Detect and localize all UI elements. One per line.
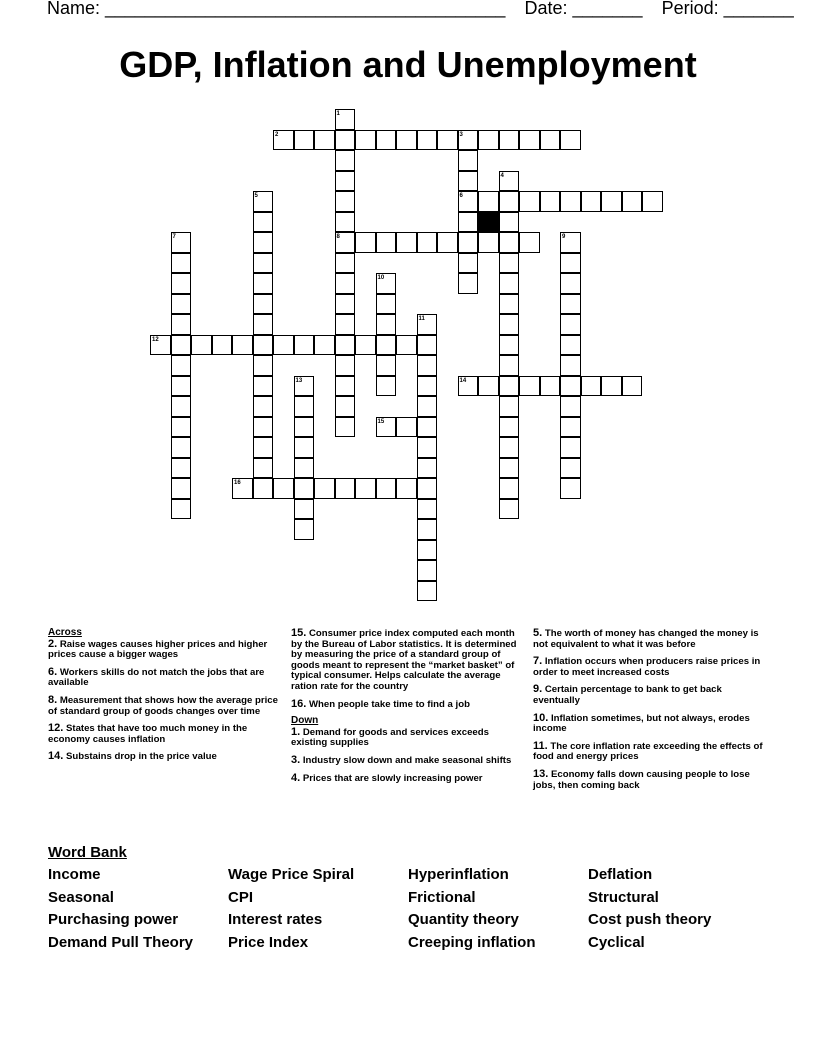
crossword-cell[interactable] (622, 191, 643, 212)
crossword-cell[interactable] (499, 376, 520, 397)
clue-down-10: 10. Inflation sometimes, but not always, erodes income (533, 711, 750, 735)
crossword-cell[interactable] (314, 130, 335, 151)
word-bank-item: Cost push theory (588, 911, 712, 928)
clue-number: 16 (234, 480, 241, 486)
crossword-cell[interactable] (417, 560, 438, 581)
crossword-cell[interactable] (253, 212, 274, 233)
crossword-cell[interactable] (335, 335, 356, 356)
clue-number: 3 (459, 131, 463, 138)
crossword-cell[interactable] (499, 314, 520, 335)
crossword-cell[interactable] (540, 130, 561, 151)
crossword-cell[interactable] (335, 171, 356, 192)
crossword-cell[interactable] (376, 130, 397, 151)
crossword-cell[interactable] (335, 355, 356, 376)
crossword-cell[interactable] (499, 191, 520, 212)
crossword-cell[interactable] (458, 232, 479, 253)
crossword-cell[interactable] (417, 396, 438, 417)
crossword-cell[interactable] (622, 376, 643, 397)
crossword-cell[interactable] (499, 335, 520, 356)
clue-across-16: 16. When people take time to find a job (291, 697, 470, 710)
crossword-cell[interactable] (601, 376, 622, 397)
crossword-cell[interactable] (560, 335, 581, 356)
clue-across-6: 6. Workers skills do not match the jobs that are available (48, 665, 265, 689)
crossword-cell[interactable] (417, 478, 438, 499)
crossword-cell[interactable] (519, 232, 540, 253)
crossword-cell[interactable] (171, 376, 192, 397)
crossword-cell[interactable] (417, 376, 438, 397)
word-bank-item: Seasonal (48, 888, 114, 906)
clue-down-7: 7. Inflation occurs when producers raise prices in order to meet increased costs (533, 655, 761, 678)
crossword-cell[interactable] (417, 335, 438, 356)
crossword-cell[interactable] (560, 314, 581, 335)
clue-down-3: 3. Industry slow down and make seasonal shifts (291, 753, 512, 766)
crossword-cell[interactable] (171, 355, 192, 376)
crossword-cell[interactable] (540, 376, 561, 397)
word-bank-item: CPI (228, 888, 254, 906)
clue-number: 10 (377, 275, 385, 281)
crossword-cell[interactable] (642, 191, 663, 212)
crossword-cell[interactable] (253, 335, 274, 356)
crossword-cell[interactable] (253, 437, 274, 458)
crossword-cell[interactable] (335, 253, 356, 274)
crossword-cell[interactable] (294, 458, 315, 479)
crossword-cell[interactable] (376, 232, 397, 253)
crossword-cell[interactable] (560, 458, 581, 479)
crossword-cell[interactable] (253, 314, 274, 335)
crossword-cell[interactable] (396, 335, 417, 356)
clue-across-15: 15. Consumer price index computed each month by the Bureau of Labor statistics. It is determined by measuring the price of a standard group of goods meant to represent the “market basket” of typical consumer. Helps calculate the average ration rate for the country (291, 627, 517, 692)
crossword-cell[interactable] (253, 376, 274, 397)
crossword-cell[interactable] (171, 396, 192, 417)
clue-down-4: 4. Prices that are slowly increasing power (291, 771, 483, 784)
crossword-cell[interactable] (560, 130, 581, 151)
crossword-cell[interactable] (253, 294, 274, 315)
word-bank-item: Wage Price Spiral (228, 866, 355, 883)
word-bank-item: Creeping inflation (408, 933, 536, 951)
crossword-cell[interactable] (294, 417, 315, 438)
crossword-cell[interactable] (478, 376, 499, 397)
crossword-cell[interactable] (171, 417, 192, 438)
crossword-cell[interactable] (417, 232, 438, 253)
crossword-cell[interactable] (560, 294, 581, 315)
crossword-cell[interactable] (171, 335, 192, 356)
clue-number: 14 (459, 377, 467, 384)
crossword-cell[interactable] (560, 437, 581, 458)
clue-number: 11 (418, 316, 425, 322)
crossword-cell[interactable] (355, 335, 376, 356)
word-bank-item: Hyperinflation (408, 866, 509, 883)
crossword-cell[interactable] (171, 499, 192, 520)
crossword-cell[interactable] (396, 417, 417, 438)
crossword-cell[interactable] (417, 130, 438, 151)
crossword-cell[interactable] (376, 355, 397, 376)
crossword-cell[interactable] (417, 499, 438, 520)
clues-column-1 (48, 628, 283, 769)
clue-number: 4 (500, 172, 504, 179)
crossword-cell[interactable] (417, 519, 438, 540)
clue-number: 7 (172, 234, 176, 240)
crossword-cell[interactable] (376, 376, 397, 397)
crossword-cell[interactable] (581, 376, 602, 397)
crossword-cell[interactable] (560, 253, 581, 274)
crossword-cell[interactable] (601, 191, 622, 212)
crossword-cell[interactable] (212, 335, 233, 356)
crossword-cell[interactable] (417, 417, 438, 438)
name-field[interactable]: Name: ________________________________________ (47, 0, 506, 18)
crossword-cell[interactable] (253, 396, 274, 417)
clue-down-1: 1. Demand for goods and services exceeds existing supplies (291, 725, 489, 749)
crossword-cell[interactable] (499, 212, 520, 233)
clue-down-13: 13. Economy falls down causing people to lose jobs, then coming back (533, 767, 750, 791)
clue-number: 12 (152, 336, 159, 343)
crossword-cell[interactable] (314, 335, 335, 356)
crossword-cell[interactable] (560, 191, 581, 212)
crossword-cell[interactable] (294, 499, 315, 520)
crossword-cell[interactable] (376, 335, 397, 356)
crossword-cell[interactable] (499, 294, 520, 315)
clue-down-9: 9. Certain percentage to bank to get back eventually (533, 683, 722, 706)
crossword-cell[interactable] (335, 314, 356, 335)
crossword-cell[interactable] (335, 294, 356, 315)
word-bank-item: Frictional (408, 888, 476, 906)
crossword-cell[interactable] (417, 540, 438, 561)
crossword-cell[interactable] (335, 212, 356, 233)
clue-down-5: 5. The worth of money has changed the money is not equivalent to what it was before (533, 627, 759, 650)
crossword-cell[interactable] (560, 376, 581, 397)
clues-column-2 (291, 628, 523, 790)
crossword-cell[interactable] (294, 478, 315, 499)
word-bank-item: Deflation (588, 866, 653, 883)
crossword-cell[interactable] (519, 376, 540, 397)
crossword-cell[interactable] (171, 314, 192, 335)
crossword-cell[interactable] (499, 355, 520, 376)
crossword-cell[interactable] (396, 232, 417, 253)
word-bank-item: Interest rates (228, 911, 323, 928)
clue-number: 5 (254, 193, 258, 199)
crossword-cell[interactable] (273, 478, 294, 499)
crossword-cell[interactable] (294, 335, 315, 356)
word-bank-item: Purchasing power (48, 911, 179, 928)
crossword-cell[interactable] (458, 171, 479, 192)
crossword-cell[interactable] (458, 273, 479, 294)
word-bank-heading: Word Bank (48, 844, 127, 861)
clue-number: 13 (295, 377, 303, 384)
crossword-cell[interactable] (355, 478, 376, 499)
crossword-cell[interactable] (335, 417, 356, 438)
student-info-header (47, 0, 808, 19)
crossword-cell[interactable] (478, 130, 499, 151)
crossword-cell[interactable] (560, 355, 581, 376)
crossword-cell[interactable] (253, 478, 274, 499)
crossword-cell[interactable] (335, 191, 356, 212)
crossword-cell[interactable] (171, 458, 192, 479)
crossword-cell[interactable] (232, 335, 253, 356)
clue-across-12: 12. States that have too much money in the economy causes inflation (48, 722, 248, 745)
crossword-cell[interactable] (458, 253, 479, 274)
crossword-cell[interactable] (294, 130, 315, 151)
crossword-cell[interactable] (314, 478, 335, 499)
crossword-cell[interactable] (560, 396, 581, 417)
crossword-cell[interactable] (560, 417, 581, 438)
crossword-cell[interactable] (396, 478, 417, 499)
crossword-cell[interactable] (519, 191, 540, 212)
crossword-cell[interactable] (335, 130, 356, 151)
crossword-cell[interactable] (376, 314, 397, 335)
crossword-cell[interactable] (335, 150, 356, 171)
crossword-cell[interactable] (499, 253, 520, 274)
crossword-cell[interactable] (355, 130, 376, 151)
crossword-cell[interactable] (581, 191, 602, 212)
word-bank-item: Cyclical (588, 933, 645, 951)
crossword-cell[interactable] (396, 130, 417, 151)
crossword-cell[interactable] (376, 294, 397, 315)
page-title: GDP, Inflation and Unemployment (119, 44, 697, 85)
clues-column-3 (533, 628, 763, 797)
clue-down-11: 11. The core inflation rate exceeding the effects of food and energy prices (533, 739, 763, 763)
crossword-cell[interactable] (540, 191, 561, 212)
crossword-cell[interactable] (478, 232, 499, 253)
date-field[interactable]: Date: _______ (524, 0, 643, 18)
crossword-cell[interactable] (499, 130, 520, 151)
crossword-cell[interactable] (417, 355, 438, 376)
crossword-cell[interactable] (253, 232, 274, 253)
crossword-cell[interactable] (294, 519, 315, 540)
crossword-cell[interactable] (294, 437, 315, 458)
crossword-cell[interactable] (253, 355, 274, 376)
clue-across-2: 2. Raise wages causes higher prices and higher prices cause a bigger wages (48, 637, 268, 661)
clue-across-14: 14. Substains drop in the price value (48, 750, 217, 763)
crossword-cell[interactable] (499, 417, 520, 438)
crossword-cell[interactable] (417, 458, 438, 479)
crossword-cell[interactable] (171, 478, 192, 499)
crossword-cell[interactable] (458, 150, 479, 171)
clue-number: 6 (459, 193, 463, 199)
crossword-cell[interactable] (478, 191, 499, 212)
crossword-cell[interactable] (560, 478, 581, 499)
crossword-cell[interactable] (171, 273, 192, 294)
crossword-cell[interactable] (458, 212, 479, 233)
clue-number: 9 (562, 234, 566, 240)
crossword-cell[interactable] (335, 273, 356, 294)
clue-number: 8 (336, 234, 340, 240)
word-bank-item: Income (48, 866, 101, 883)
word-bank (48, 866, 768, 951)
crossword-cell[interactable] (253, 417, 274, 438)
black-square (478, 212, 499, 233)
crossword-cell[interactable] (171, 437, 192, 458)
word-bank-item: Demand Pull Theory (48, 933, 194, 951)
crossword-cell[interactable] (335, 396, 356, 417)
clue-number: 15 (377, 418, 385, 425)
crossword-cell[interactable] (171, 253, 192, 274)
word-bank-item: Price Index (228, 933, 309, 951)
crossword-cell[interactable] (335, 376, 356, 397)
across-heading: Across (48, 627, 82, 638)
crossword-cell[interactable] (417, 437, 438, 458)
crossword-cell[interactable] (499, 232, 520, 253)
period-field[interactable]: Period: _______ (661, 0, 794, 18)
crossword-cell[interactable] (437, 130, 458, 151)
word-bank-item: Quantity theory (408, 911, 519, 928)
crossword-cell[interactable] (499, 437, 520, 458)
clue-number: 2 (275, 131, 279, 138)
crossword-cell[interactable] (499, 458, 520, 479)
crossword-cell[interactable] (335, 478, 356, 499)
crossword-cell[interactable] (294, 396, 315, 417)
crossword-cell[interactable] (273, 335, 294, 356)
crossword-cell[interactable] (355, 232, 376, 253)
crossword-cell[interactable] (253, 273, 274, 294)
down-heading: Down (291, 715, 319, 727)
crossword-cell[interactable] (499, 396, 520, 417)
crossword-cell[interactable] (171, 294, 192, 315)
clue-number: 1 (336, 111, 340, 117)
crossword-cell[interactable] (437, 232, 458, 253)
crossword-cell[interactable] (519, 130, 540, 151)
crossword-cell[interactable] (499, 499, 520, 520)
crossword-cell[interactable] (417, 581, 438, 602)
crossword-cell[interactable] (253, 458, 274, 479)
clue-across-8: 8. Measurement that shows how the average price of standard group of goods changes over time (48, 693, 278, 717)
crossword-cell[interactable] (499, 273, 520, 294)
crossword-cell[interactable] (253, 253, 274, 274)
word-bank-item: Structural (588, 888, 659, 906)
crossword-cell[interactable] (376, 478, 397, 499)
crossword-cell[interactable] (560, 273, 581, 294)
crossword-cell[interactable] (191, 335, 212, 356)
crossword-cell[interactable] (499, 478, 520, 499)
